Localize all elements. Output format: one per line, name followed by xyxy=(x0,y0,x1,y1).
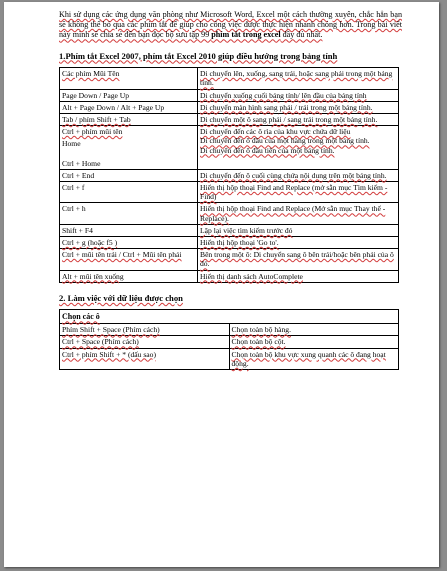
table-row xyxy=(60,181,399,202)
table-row xyxy=(60,113,399,125)
shortcut-description: Hiển thị hộp thoại 'Go to'. xyxy=(198,236,399,248)
table-row xyxy=(60,203,399,224)
document-page xyxy=(4,2,439,567)
shortcut-description: Di chuyển lên, xuống, sang trái, hoặc sang phải trong một bảng tính. xyxy=(198,68,399,89)
shortcut-description: Di chuyển đến ô cuối cùng chứa nội dung trên một bảng tính. xyxy=(198,169,399,181)
spacer xyxy=(59,283,402,293)
shortcut-description: Hiển thị hộp thoại Find and Replace (mở sẵn mục Tìm kiếm - Find) xyxy=(198,181,399,202)
shortcut-description: Chọn toàn bộ hàng. xyxy=(229,324,399,336)
page-content xyxy=(59,10,402,370)
shortcut-key: Phím Shift + Space (Phím cách) xyxy=(60,324,230,336)
shortcut-description: Chọn toàn bộ cột. xyxy=(229,336,399,348)
shortcut-key: Ctrl + End xyxy=(60,169,198,181)
table-row xyxy=(60,68,399,89)
shortcut-key: Ctrl + phím mũi tên xyxy=(62,127,123,137)
section1-heading: 1.Phím tắt Excel 2007, phím tắt Excel 2010 giúp điều hướng trong bảng tính xyxy=(59,50,338,61)
shortcut-description: Di chuyển xuống cuối bảng tính/ lên đầu của bảng tính xyxy=(198,89,399,101)
table-row xyxy=(60,249,399,270)
shortcut-description: Di chuyển đến các ô rìa của khu vực chứa dữ liệu xyxy=(200,127,351,137)
shortcut-key: Page Down / Page Up xyxy=(60,89,198,101)
table-row xyxy=(60,89,399,101)
shortcut-key: Alt + Page Down / Alt + Page Up xyxy=(60,101,198,113)
shortcut-key: Các phím Mũi Tên xyxy=(60,68,198,89)
shortcut-key: Home xyxy=(62,139,81,149)
table-row xyxy=(60,236,399,248)
intro-bold-link: phím tắt trong excel xyxy=(211,30,281,40)
shortcut-key: Ctrl + h xyxy=(60,203,198,224)
shortcut-description: Hiển thị danh sách AutoComplete xyxy=(198,270,399,282)
table-row xyxy=(60,270,399,282)
shortcut-key: Ctrl + Home xyxy=(62,158,101,168)
shortcut-key: Tab / phím Shift + Tab xyxy=(60,113,198,125)
table-row xyxy=(60,224,399,236)
shortcut-description: Di chuyển màn hình sang phải / trái trong một bảng tính. xyxy=(198,101,399,113)
shortcut-description: Bên trong một ô: Di chuyển sang ô bên trái/hoặc bên phải của ô đó. xyxy=(198,249,399,270)
intro-text-end: đầy đủ nhất. xyxy=(280,30,323,40)
shortcut-key-group xyxy=(60,126,198,170)
shortcut-key: Ctrl + g (hoặc f5 ) xyxy=(60,236,198,248)
shortcut-description: Di chuyển đến ô đầu tiên của một bảng tính. xyxy=(200,145,335,155)
section2-heading: 2. Làm việc với dữ liệu được chọn xyxy=(59,292,183,303)
shortcut-description: Lặp lại việc tìm kiếm trước đó xyxy=(198,224,399,236)
intro-text: Khi sử dụng các ứng dụng văn phòng như Microsoft Word, Excel một cách thường xuyên, chắc hẳn bạn sẽ không thể bỏ qua các phím tắt để giúp cho công việc được thực hiện nhanh chóng hơn. Trong bài viết này mình sẽ chia sẻ đến bạn đọc bộ sưu tập 99 xyxy=(59,10,402,40)
shortcut-description: Chọn toàn bộ khu vực xung quanh các ô đang hoạt động. xyxy=(229,348,399,369)
shortcut-key: Ctrl + Space (Phím cách) xyxy=(60,336,230,348)
table-row xyxy=(60,336,399,348)
shortcut-description: Di chuyển đến ô đầu của một hàng trong một bảng tính. xyxy=(200,136,370,146)
shortcut-table-selection xyxy=(59,309,399,370)
shortcut-key: Ctrl + f xyxy=(60,181,198,202)
table-row xyxy=(60,126,399,170)
shortcut-key: Alt + mũi tên xuống xyxy=(60,270,198,282)
table-group-title: Chọn các ô xyxy=(60,310,399,324)
shortcut-key: Ctrl + mũi tên trái / Ctrl + Mũi tên phải xyxy=(60,249,198,270)
table-row xyxy=(60,169,399,181)
shortcut-key: Ctrl + phím Shift + * (dấu sao) xyxy=(60,348,230,369)
shortcut-table-navigation xyxy=(59,67,399,283)
table-group-row xyxy=(60,310,399,324)
table-row xyxy=(60,348,399,369)
shortcut-description: Di chuyển một ô sang phải / sang trái trong một bảng tính. xyxy=(198,113,399,125)
table-row xyxy=(60,324,399,336)
table-row xyxy=(60,101,399,113)
shortcut-description-group xyxy=(198,126,399,170)
shortcut-description: Hiển thị hộp thoại Find and Replace (Mở sẵn mục Thay thế - Replace). xyxy=(198,203,399,224)
intro-paragraph xyxy=(59,10,402,41)
shortcut-key: Shift + F4 xyxy=(60,224,198,236)
